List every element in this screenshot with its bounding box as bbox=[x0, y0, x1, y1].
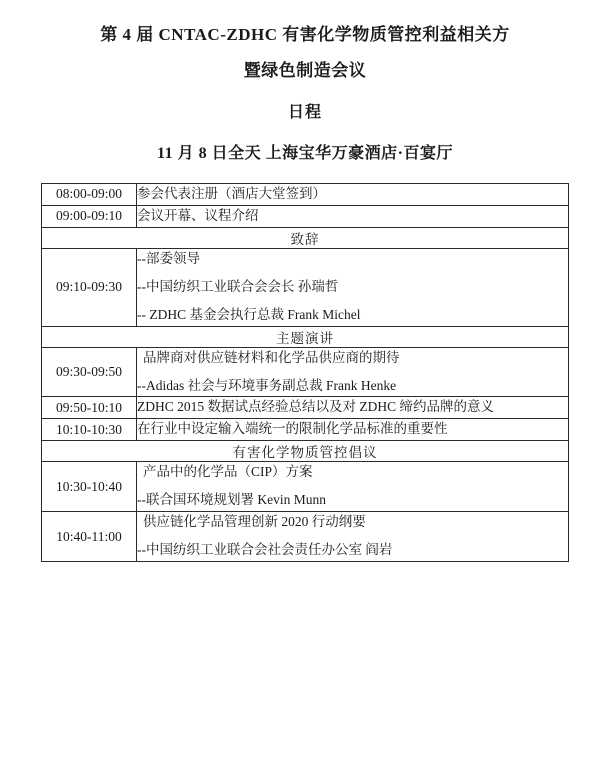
agenda-description-line: ZDHC 2015 数据试点经验总结以及对 ZDHC 缔约品牌的意义 bbox=[137, 399, 494, 415]
agenda-time-cell: 08:00-09:00 bbox=[42, 184, 137, 206]
agenda-table-row bbox=[42, 248, 569, 326]
agenda-table-row bbox=[42, 419, 569, 441]
agenda-section-row bbox=[42, 326, 569, 347]
agenda-description-lines bbox=[137, 462, 568, 511]
agenda-description-line: 会议开幕、议程介绍 bbox=[137, 207, 259, 223]
agenda-table-body bbox=[42, 184, 569, 562]
agenda-description-line: --Adidas 社会与环境事务副总裁 Frank Henke bbox=[137, 377, 397, 393]
agenda-section-row bbox=[42, 441, 569, 462]
document-header bbox=[0, 0, 610, 163]
agenda-description-line: --部委领导 bbox=[137, 250, 200, 266]
agenda-description-line: 供应链化学品管理创新 2020 行动纲要 bbox=[143, 514, 366, 530]
agenda-table-row bbox=[42, 462, 569, 512]
agenda-description-cell bbox=[137, 512, 569, 562]
agenda-description-cell bbox=[137, 248, 569, 326]
agenda-section-row bbox=[42, 227, 569, 248]
agenda-table-row bbox=[42, 397, 569, 419]
document-title-line-1: 第 4 届 CNTAC-ZDHC 有害化学物质管控利益相关方 bbox=[100, 25, 510, 44]
document-title-line-2: 暨绿色制造会议 bbox=[243, 61, 367, 80]
agenda-description-cell bbox=[137, 462, 569, 512]
agenda-section-label: 有害化学物质管控倡议 bbox=[42, 441, 569, 462]
agenda-description-lines bbox=[137, 206, 568, 227]
agenda-description-line: --中国纺织工业联合会社会责任办公室 阎岩 bbox=[137, 542, 393, 558]
agenda-description-lines bbox=[137, 512, 568, 561]
agenda-section-label: 主题演讲 bbox=[42, 326, 569, 347]
agenda-description-cell bbox=[137, 347, 569, 397]
agenda-time-cell: 10:30-10:40 bbox=[42, 462, 137, 512]
agenda-time-cell: 09:00-09:10 bbox=[42, 205, 137, 227]
agenda-description-line: 品牌商对供应链材料和化学品供应商的期待 bbox=[143, 349, 400, 365]
agenda-table-row bbox=[42, 347, 569, 397]
agenda-description-cell bbox=[137, 397, 569, 419]
agenda-time-cell: 09:10-09:30 bbox=[42, 248, 137, 326]
agenda-table-row bbox=[42, 205, 569, 227]
agenda-description-lines bbox=[137, 348, 568, 397]
agenda-description-lines bbox=[137, 184, 568, 205]
agenda-time-cell: 10:40-11:00 bbox=[42, 512, 137, 562]
agenda-table bbox=[41, 183, 569, 562]
agenda-description-lines bbox=[137, 419, 568, 440]
agenda-description-lines bbox=[137, 249, 568, 326]
document-subtitle: 日程 bbox=[287, 104, 322, 121]
agenda-time-cell: 10:10-10:30 bbox=[42, 419, 137, 441]
agenda-description-line: 参会代表注册（酒店大堂签到） bbox=[137, 186, 326, 201]
agenda-description-cell bbox=[137, 419, 569, 441]
agenda-description-line: 在行业中设定输入端统一的限制化学品标准的重要性 bbox=[137, 421, 448, 437]
agenda-description-cell bbox=[137, 184, 569, 206]
agenda-time-cell: 09:50-10:10 bbox=[42, 397, 137, 419]
agenda-table-row bbox=[42, 512, 569, 562]
document-venue-datetime: 11 月 8 日全天 上海宝华万豪酒店·百宴厅 bbox=[157, 145, 453, 162]
agenda-description-cell bbox=[137, 205, 569, 227]
agenda-description-line: -- ZDHC 基金会执行总裁 Frank Michel bbox=[137, 306, 361, 322]
agenda-table-row bbox=[42, 184, 569, 206]
agenda-description-line: 产品中的化学品（CIP）方案 bbox=[143, 464, 313, 480]
agenda-time-cell: 09:30-09:50 bbox=[42, 347, 137, 397]
agenda-description-lines bbox=[137, 397, 568, 418]
agenda-description-line: --中国纺织工业联合会会长 孙瑞哲 bbox=[137, 278, 339, 294]
agenda-section-label: 致辞 bbox=[42, 227, 569, 248]
agenda-description-line: --联合国环境规划署 Kevin Munn bbox=[137, 492, 326, 508]
